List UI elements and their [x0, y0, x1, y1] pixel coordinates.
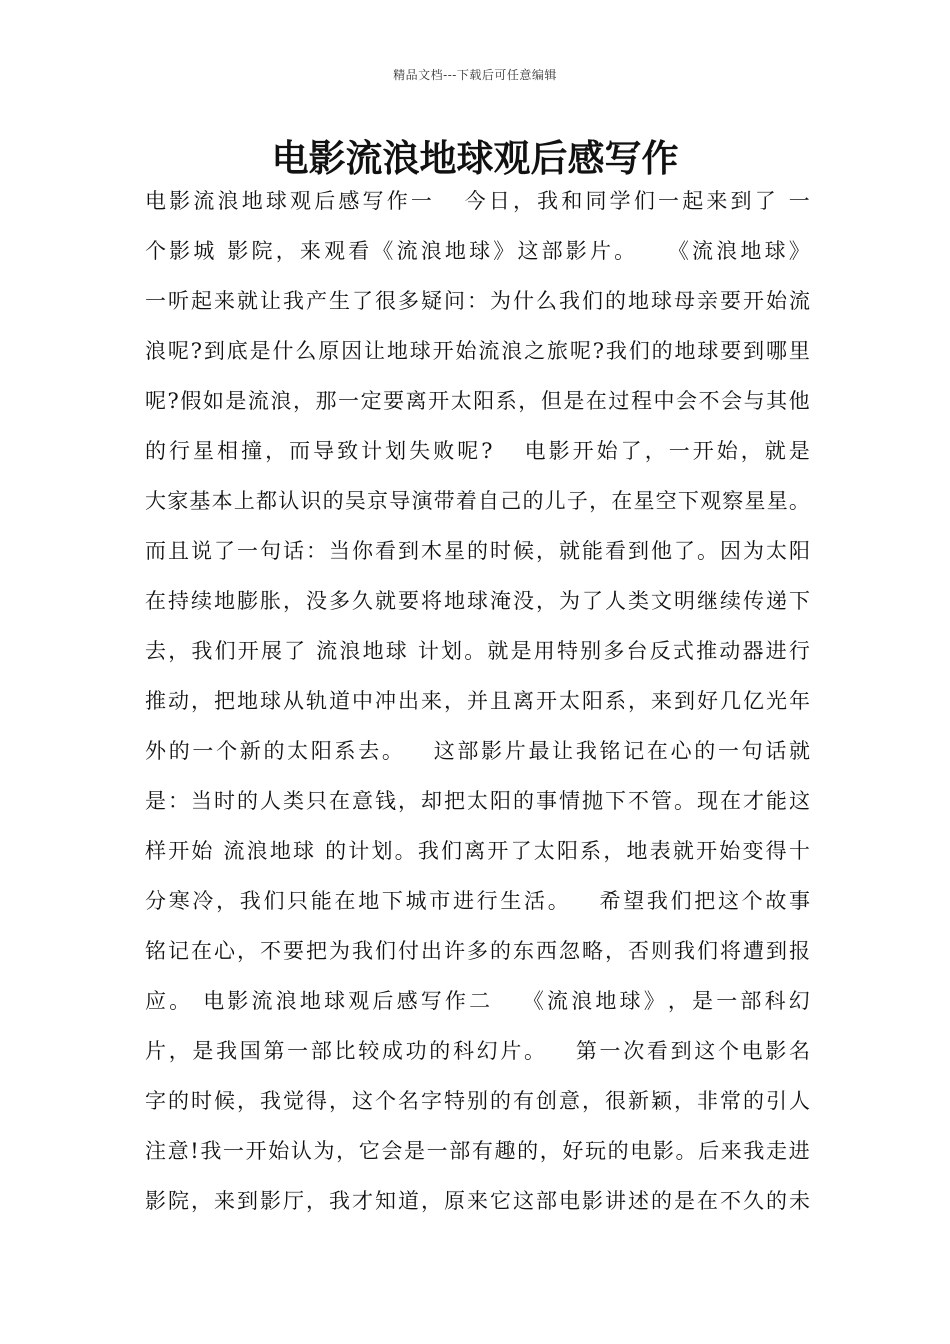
- text-line: 应 。 电 影 流 浪 地 球 观 后 感 写 作 二 《 流 浪 地 球 》 ， 是 一 部 科 幻: [145, 989, 810, 1013]
- document-title: 电影流浪地球观后感写作: [271, 137, 679, 180]
- text-line: 分 寒 冷 ， 我 们 只 能 在 地 下 城 市 进 行 生 活 。 希 望 我 们 把 这 个 故 事: [145, 889, 810, 913]
- text-line: 在 持 续 地 膨 胀 ， 没 多 久 就 要 将 地 球 淹 没 ， 为 了 人 类 文 明 继 续 传 递 下: [145, 589, 810, 613]
- text-line: 片 ， 是 我 国 第 一 部 比 较 成 功 的 科 幻 片 。 第 一 次 看 到 这 个 电 影 名: [145, 1039, 810, 1063]
- body-text: [145, 176, 810, 1236]
- header-note: 精品文档---下载后可任意编辑: [393, 68, 557, 82]
- text-line: 字 的 时 候 ， 我 觉 得 ， 这 个 名 字 特 别 的 有 创 意 ， 很 新 颖 ， 非 常 的 引 人: [145, 1089, 810, 1113]
- text-line: 个 影 城 影 院 ， 来 观 看 《 流 浪 地 球 》 这 部 影 片 。 《 流 浪 地 球 》: [145, 239, 810, 263]
- text-line: 样 开 始 流 浪 地 球 的 计 划 。 我 们 离 开 了 太 阳 系 ， 地 表 就 开 始 变 得 十: [145, 839, 810, 863]
- text-line: 去 ， 我 们 开 展 了 流 浪 地 球 计 划 。 就 是 用 特 别 多 台 反 式 推 动 器 进 行: [145, 639, 810, 663]
- text-line: 浪 呢 ? 到 底 是 什 么 原 因 让 地 球 开 始 流 浪 之 旅 呢 ? 我 们 的 地 球 要 到 哪 里: [145, 339, 810, 363]
- text-line: 是 ： 当 时 的 人 类 只 在 意 钱 ， 却 把 太 阳 的 事 情 抛 下 不 管 。 现 在 才 能 这: [145, 789, 810, 813]
- text-line: 一 听 起 来 就 让 我 产 生 了 很 多 疑 问 ： 为 什 么 我 们 的 地 球 母 亲 要 开 始 流: [145, 289, 810, 313]
- text-line: 大 家 基 本 上 都 认 识 的 吴 京 导 演 带 着 自 己 的 儿 子 ， 在 星 空 下 观 察 星 星 。: [145, 489, 810, 513]
- text-line: 影 院 ， 来 到 影 厅 ， 我 才 知 道 ， 原 来 它 这 部 电 影 讲 述 的 是 在 不 久 的 未: [145, 1189, 810, 1213]
- text-line: 推 动 ， 把 地 球 从 轨 道 中 冲 出 来 ， 并 且 离 开 太 阳 系 ， 来 到 好 几 亿 光 年: [145, 689, 810, 713]
- text-line: 而 且 说 了 一 句 话 ： 当 你 看 到 木 星 的 时 候 ， 就 能 看 到 他 了 。 因 为 太 阳: [145, 539, 810, 563]
- text-line: 注 意 ! 我 一 开 始 认 为 ， 它 会 是 一 部 有 趣 的 ， 好 玩 的 电 影 。 后 来 我 走 进: [145, 1139, 810, 1163]
- text-line: 铭 记 在 心 ， 不 要 把 为 我 们 付 出 许 多 的 东 西 忽 略 ， 否 则 我 们 将 遭 到 报: [145, 939, 810, 963]
- text-line: 电 影 流 浪 地 球 观 后 感 写 作 一 今 日 ， 我 和 同 学 们 一 起 来 到 了 一: [145, 189, 810, 213]
- text-line: 的 行 星 相 撞 ， 而 导 致 计 划 失 败 呢 ? 电 影 开 始 了 ， 一 开 始 ， 就 是: [145, 439, 810, 463]
- text-line: 外 的 一 个 新 的 太 阳 系 去 。 这 部 影 片 最 让 我 铭 记 在 心 的 一 句 话 就: [145, 739, 810, 763]
- text-line: 呢 ? 假 如 是 流 浪 ， 那 一 定 要 离 开 太 阳 系 ， 但 是 在 过 程 中 会 不 会 与 其 他: [145, 389, 810, 413]
